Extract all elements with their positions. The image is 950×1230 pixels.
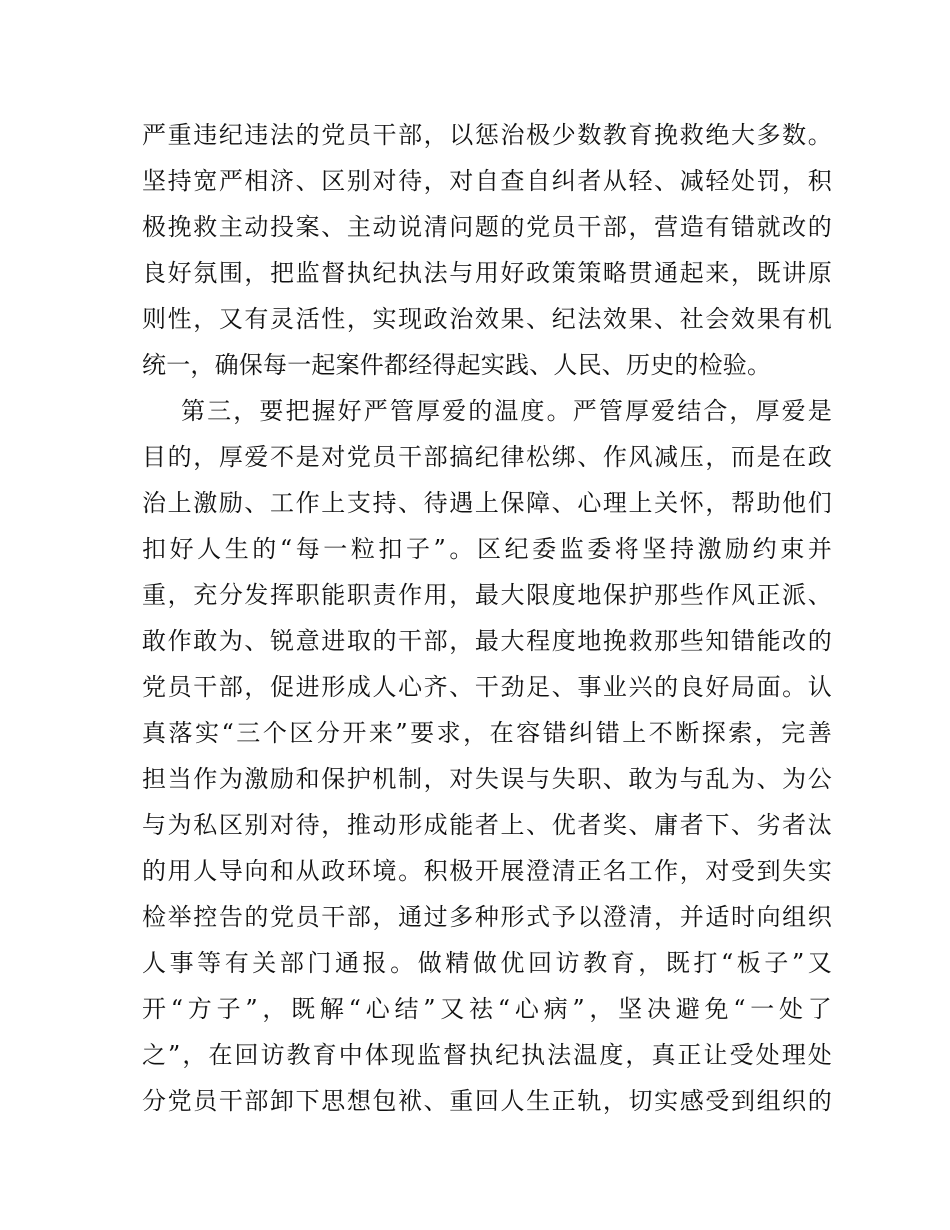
paragraph-start-line: 第三，要把握好严管厚爱的温度。严管厚爱结合，厚爱是 [142, 397, 832, 425]
text-line: 开“方子”，既解“心结”又祛“心病”，坚决避免“一处了 [142, 995, 832, 1023]
text-line: 治上激励、工作上支持、待遇上保障、心理上关怀，帮助他们 [142, 489, 832, 517]
text-line: 重，充分发挥职能职责作用，最大限度地保护那些作风正派、 [142, 581, 832, 609]
text-line: 良好氛围，把监督执纪执法与用好政策策略贯通起来，既讲原 [142, 259, 832, 287]
text-line: 极挽救主动投案、主动说清问题的党员干部，营造有错就改的 [142, 213, 832, 241]
text-line: 目的，厚爱不是对党员干部搞纪律松绑、作风减压，而是在政 [142, 443, 832, 471]
text-line: 的用人导向和从政环境。积极开展澄清正名工作，对受到失实 [142, 857, 832, 885]
text-line: 严重违纪违法的党员干部，以惩治极少数教育挽救绝大多数。 [142, 121, 832, 149]
text-line: 与为私区别对待，推动形成能者上、优者奖、庸者下、劣者汰 [142, 811, 832, 839]
body-text [142, 112, 832, 1124]
text-line: 则性，又有灵活性，实现政治效果、纪法效果、社会效果有机 [142, 305, 832, 333]
text-line: 坚持宽严相济、区别对待，对自查自纠者从轻、减轻处罚，积 [142, 167, 832, 195]
text-line: 真落实“三个区分开来”要求，在容错纠错上不断探索，完善 [142, 719, 832, 747]
text-line: 统一，确保每一起案件都经得起实践、人民、历史的检验。 [142, 351, 772, 379]
text-line: 分党员干部卸下思想包袱、重回人生正轨，切实感受到组织的 [142, 1087, 832, 1115]
text-line: 人事等有关部门通报。做精做优回访教育，既打“板子”又 [142, 949, 832, 977]
text-line: 党员干部，促进形成人心齐、干劲足、事业兴的良好局面。认 [142, 673, 832, 701]
text-line: 扣好人生的“每一粒扣子”。区纪委监委将坚持激励约束并 [142, 535, 832, 563]
text-line: 之”，在回访教育中体现监督执纪执法温度，真正让受处理处 [142, 1041, 832, 1069]
text-line: 担当作为激励和保护机制，对失误与失职、敢为与乱为、为公 [142, 765, 832, 793]
text-line: 敢作敢为、锐意进取的干部，最大程度地挽救那些知错能改的 [142, 627, 832, 655]
text-line: 检举控告的党员干部，通过多种形式予以澄清，并适时向组织 [142, 903, 832, 931]
